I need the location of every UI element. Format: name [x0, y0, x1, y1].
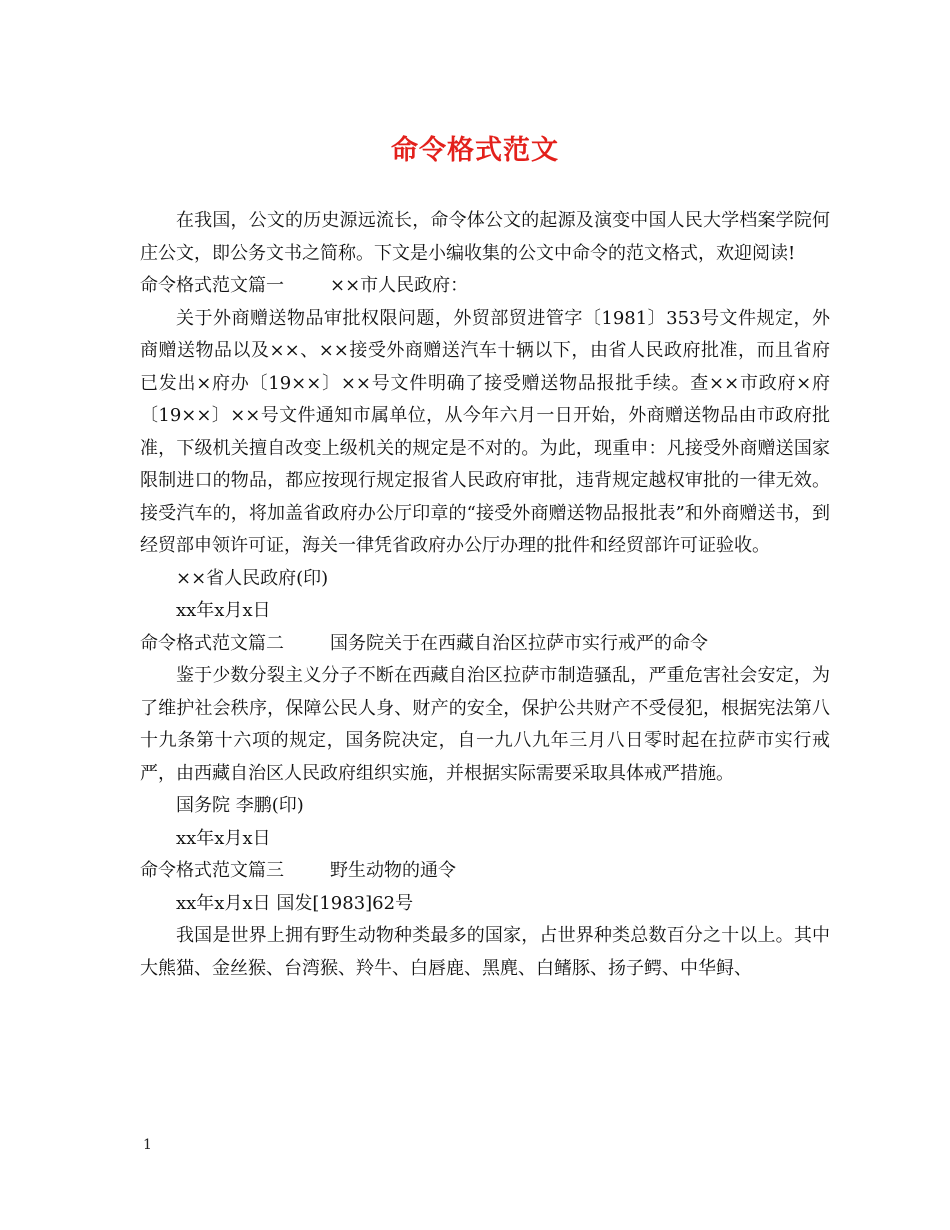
section3-body: 我国是世界上拥有野生动物种类最多的国家，占世界种类总数百分之十以上。其中大熊猫、金丝猴、台湾猴、羚牛、白唇鹿、黑麂、白鳍豚、扬子鳄、中华鲟、 [140, 925, 830, 979]
section2-heading-line [140, 628, 830, 661]
section3-subject: 野生动物的通令 [330, 860, 456, 881]
document-body [140, 205, 830, 985]
section2-body: 鉴于少数分裂主义分子不断在西藏自治区拉萨市制造骚乱，严重危害社会安定，为了维护社会秩序，保障公民人身、财产的安全，保护公共财产不受侵犯，根据宪法第八十九条第十六项的规定，国务院决定，自一九八九年三月八日零时起在拉萨市实行戒严，由西藏自治区人民政府组织实施，并根据实际需要采取具体戒严措施。 [140, 665, 830, 784]
document-title: 命令格式范文 [391, 135, 559, 166]
section1-date: xx年x月x日 [176, 600, 271, 621]
section2-subject: 国务院关于在西藏自治区拉萨市实行戒严的命令 [330, 632, 708, 654]
page-number: 1 [143, 1137, 152, 1153]
section3-heading-line [140, 855, 830, 888]
section2-heading: 命令格式范文篇二 [140, 632, 284, 654]
section1-recipient: ××市人民政府： [330, 275, 469, 296]
intro-paragraph: 在我国，公文的历史源远流长，命令体公文的起源及演变中国人民大学档案学院何庄公文，即公务文书之简称。下文是小编收集的公文中命令的范文格式，欢迎阅读! [140, 210, 830, 264]
section1-heading-line [140, 270, 830, 303]
section1-signature: ××省人民政府(印) [176, 567, 329, 589]
section3-date-ref: xx年x月x日 国发[1983]62号 [176, 892, 414, 914]
section2-signature: 国务院 李鹏(印) [176, 795, 304, 816]
section1-heading: 命令格式范文篇一 [140, 275, 284, 296]
section1-body: 关于外商赠送物品审批权限问题，外贸部贸进管字〔1981〕353号文件规定，外商赠送物品以及××、××接受外商赠送汽车十辆以下，由省人民政府批准，而且省府已发出×府办〔19××〕××号文件明确了接受赠送物品报批手续。查××市政府×府〔19××〕××号文件通知市属单位，从今年六月一日开始，外商赠送物品由市政府批准，下级机关擅自改变上级机关的规定是不对的。为此，现重申：凡接受外商赠送国家限制进口的物品，都应按现行规定报省人民政府审批，违背规定越权审批的一律无效。接受汽车的，将加盖省政府办公厅印章的“接受外商赠送物品报批表”和外商赠送书，到经贸部申领许可证，海关一律凭省政府办公厅办理的批件和经贸部许可证验收。 [140, 307, 830, 556]
section2-date: xx年x月x日 [176, 827, 271, 849]
section3-heading: 命令格式范文篇三 [140, 860, 284, 881]
